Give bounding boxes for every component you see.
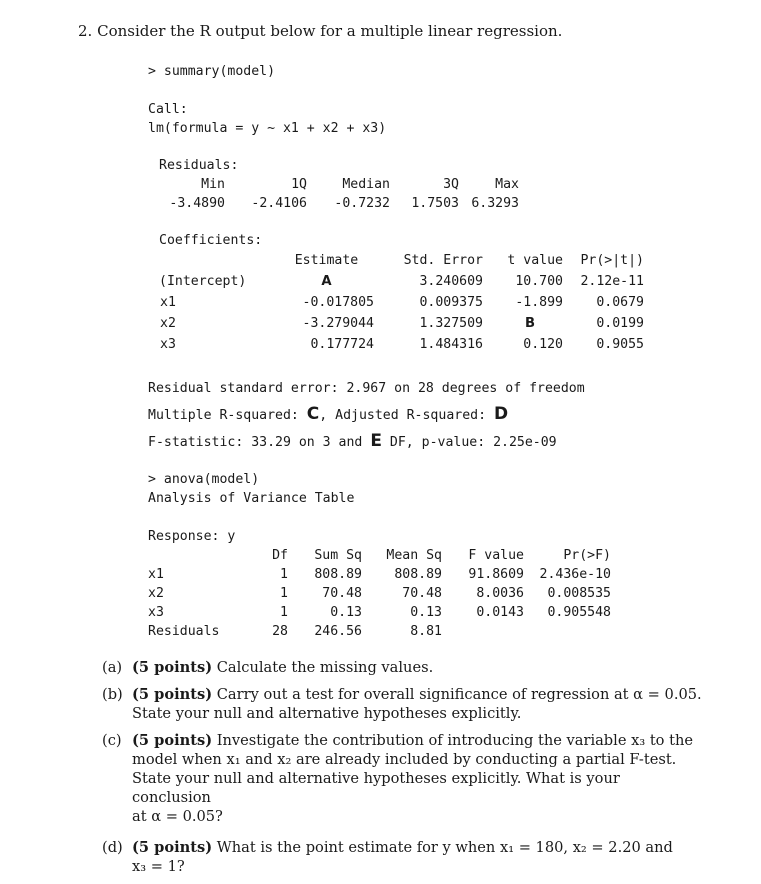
part-points: (5 points) <box>132 839 213 856</box>
coef-p: 0.0199 <box>596 316 644 331</box>
f-statistic-prefix: F-statistic: 33.29 on 3 and <box>148 435 371 450</box>
anova-p <box>524 622 611 641</box>
coef-name: (Intercept) <box>159 274 247 289</box>
anova-title: Analysis of Variance Table <box>148 491 355 506</box>
residual-value: -2.4106 <box>251 196 307 211</box>
residual-header: Min <box>201 177 225 192</box>
coef-estimate: -0.017805 <box>302 295 374 310</box>
anova-ss: 0.13 <box>330 605 362 620</box>
anova-p: 0.008535 <box>547 586 611 601</box>
part-points: (5 points) <box>132 659 213 676</box>
coef-t-missing-b: B <box>524 316 536 331</box>
residual-value: -0.7232 <box>334 196 390 211</box>
call-formula: lm(formula = y ~ x1 + x2 + x3) <box>148 121 387 136</box>
anova-df: 1 <box>280 567 288 582</box>
residuals-label: Residuals: <box>159 158 239 173</box>
part-points: (5 points) <box>132 732 213 749</box>
anova-p: 2.436e-10 <box>539 567 611 582</box>
anova-f <box>442 622 524 641</box>
coef-se: 1.327509 <box>419 316 483 331</box>
question-parts <box>102 658 702 884</box>
part-label: (b) <box>102 686 123 703</box>
residuals-header-row <box>159 175 519 194</box>
coef-se: 1.484316 <box>419 337 483 352</box>
coef-se: 3.240609 <box>419 274 483 289</box>
coef-row <box>159 334 644 355</box>
anova-header-row <box>148 546 611 565</box>
anova-term: x2 <box>148 586 164 601</box>
anova-term: x3 <box>148 605 164 620</box>
residual-value: -3.4890 <box>169 196 225 211</box>
part-text: State your null and alternative hypotheses explicitly. <box>132 705 522 722</box>
coef-se: 0.009375 <box>419 295 483 310</box>
coefficients-table <box>159 250 644 355</box>
coef-header-row <box>159 250 644 271</box>
anova-ss: 70.48 <box>322 586 362 601</box>
anova-ms: 808.89 <box>394 567 442 582</box>
part-d <box>102 838 702 876</box>
residual-standard-error: Residual standard error: 2.967 on 28 degrees of freedom <box>148 381 585 396</box>
coef-t: 0.120 <box>523 337 563 352</box>
anova-row <box>148 603 611 622</box>
coefficients-label: Coefficients: <box>159 233 263 248</box>
part-text: What is the point estimate for y when x₁ = 180, x₂ = 2.20 and <box>216 839 673 856</box>
coef-estimate: 0.177724 <box>310 337 374 352</box>
coef-t: -1.899 <box>515 295 563 310</box>
coef-name: x3 <box>160 337 176 352</box>
f-statistic-suffix: DF, p-value: 2.25e-09 <box>381 435 557 450</box>
part-text: model when x₁ and x₂ are already included by conducting a partial F-test. <box>132 751 677 768</box>
call-label: Call: <box>148 102 188 117</box>
part-text: at α = 0.05? <box>132 808 223 825</box>
adj-r-squared-prefix: , Adjusted R-squared: <box>319 408 494 423</box>
anova-ms: 8.81 <box>410 624 442 639</box>
coef-row <box>159 292 644 313</box>
anova-header: Sum Sq <box>314 548 362 563</box>
coef-name: x2 <box>160 316 176 331</box>
residual-value: 6.3293 <box>471 196 519 211</box>
anova-ss: 246.56 <box>314 624 362 639</box>
coef-header: Std. Error <box>403 253 483 268</box>
coef-header: Pr(>|t|) <box>580 253 644 268</box>
coef-header: t value <box>507 253 563 268</box>
residual-header: 1Q <box>291 177 307 192</box>
anova-header: Df <box>272 548 288 563</box>
coef-name: x1 <box>160 295 176 310</box>
residuals-table <box>159 175 519 213</box>
coef-estimate: -3.279044 <box>302 316 374 331</box>
part-text: Calculate the missing values. <box>216 659 434 676</box>
residual-value: 1.7503 <box>411 196 459 211</box>
part-c <box>102 731 702 826</box>
anova-term: x1 <box>148 567 164 582</box>
anova-f: 0.0143 <box>476 605 524 620</box>
coef-t: 10.700 <box>515 274 563 289</box>
coef-p: 0.0679 <box>596 295 644 310</box>
anova-term: Residuals <box>148 624 220 639</box>
part-text: State your null and alternative hypotheses explicitly. What is your conclusion <box>132 770 620 806</box>
anova-header: Mean Sq <box>386 548 442 563</box>
coef-p: 0.9055 <box>596 337 644 352</box>
r-squared-missing-c: C <box>306 404 320 424</box>
coef-p: 2.12e-11 <box>580 274 644 289</box>
question-heading <box>78 22 562 40</box>
part-b <box>102 685 702 723</box>
residual-header: 3Q <box>443 177 459 192</box>
residual-header: Max <box>495 177 519 192</box>
part-points: (5 points) <box>132 686 213 703</box>
anova-header: Pr(>F) <box>563 548 611 563</box>
anova-df: 28 <box>272 624 288 639</box>
anova-df: 1 <box>280 605 288 620</box>
r-squared-line <box>148 405 508 425</box>
part-label: (a) <box>102 659 123 676</box>
part-text: x₃ = 1? <box>132 858 185 875</box>
coef-estimate-missing-a: A <box>321 274 332 289</box>
residuals-value-row <box>159 194 519 213</box>
adj-r-squared-missing-d: D <box>493 404 509 424</box>
anova-header: F value <box>468 548 524 563</box>
anova-row <box>148 565 611 584</box>
summary-command: > summary(model) <box>148 64 276 79</box>
part-label: (c) <box>102 732 122 749</box>
part-a <box>102 658 702 677</box>
anova-df: 1 <box>280 586 288 601</box>
residual-header: Median <box>342 177 390 192</box>
coef-row <box>159 271 644 292</box>
anova-f: 8.0036 <box>476 586 524 601</box>
anova-ms: 0.13 <box>410 605 442 620</box>
part-text: Investigate the contribution of introducing the variable x₃ to the <box>216 732 694 749</box>
part-text: Carry out a test for overall significance of regression at α = 0.05. <box>216 686 702 703</box>
anova-row <box>148 622 611 641</box>
r-squared-prefix: Multiple R-squared: <box>148 408 307 423</box>
part-label: (d) <box>102 839 123 856</box>
f-statistic-line <box>148 432 557 452</box>
question-number: 2. <box>78 22 93 40</box>
anova-command: > anova(model) <box>148 472 260 487</box>
anova-p: 0.905548 <box>547 605 611 620</box>
f-df-missing-e: E <box>370 431 382 451</box>
anova-ms: 70.48 <box>402 586 442 601</box>
anova-table <box>148 546 611 641</box>
anova-row <box>148 584 611 603</box>
anova-response: Response: y <box>148 529 236 544</box>
anova-ss: 808.89 <box>314 567 362 582</box>
coef-row <box>159 313 644 334</box>
coef-header: Estimate <box>294 253 359 268</box>
anova-f: 91.8609 <box>468 567 524 582</box>
question-text: Consider the R output below for a multiple linear regression. <box>97 22 563 40</box>
